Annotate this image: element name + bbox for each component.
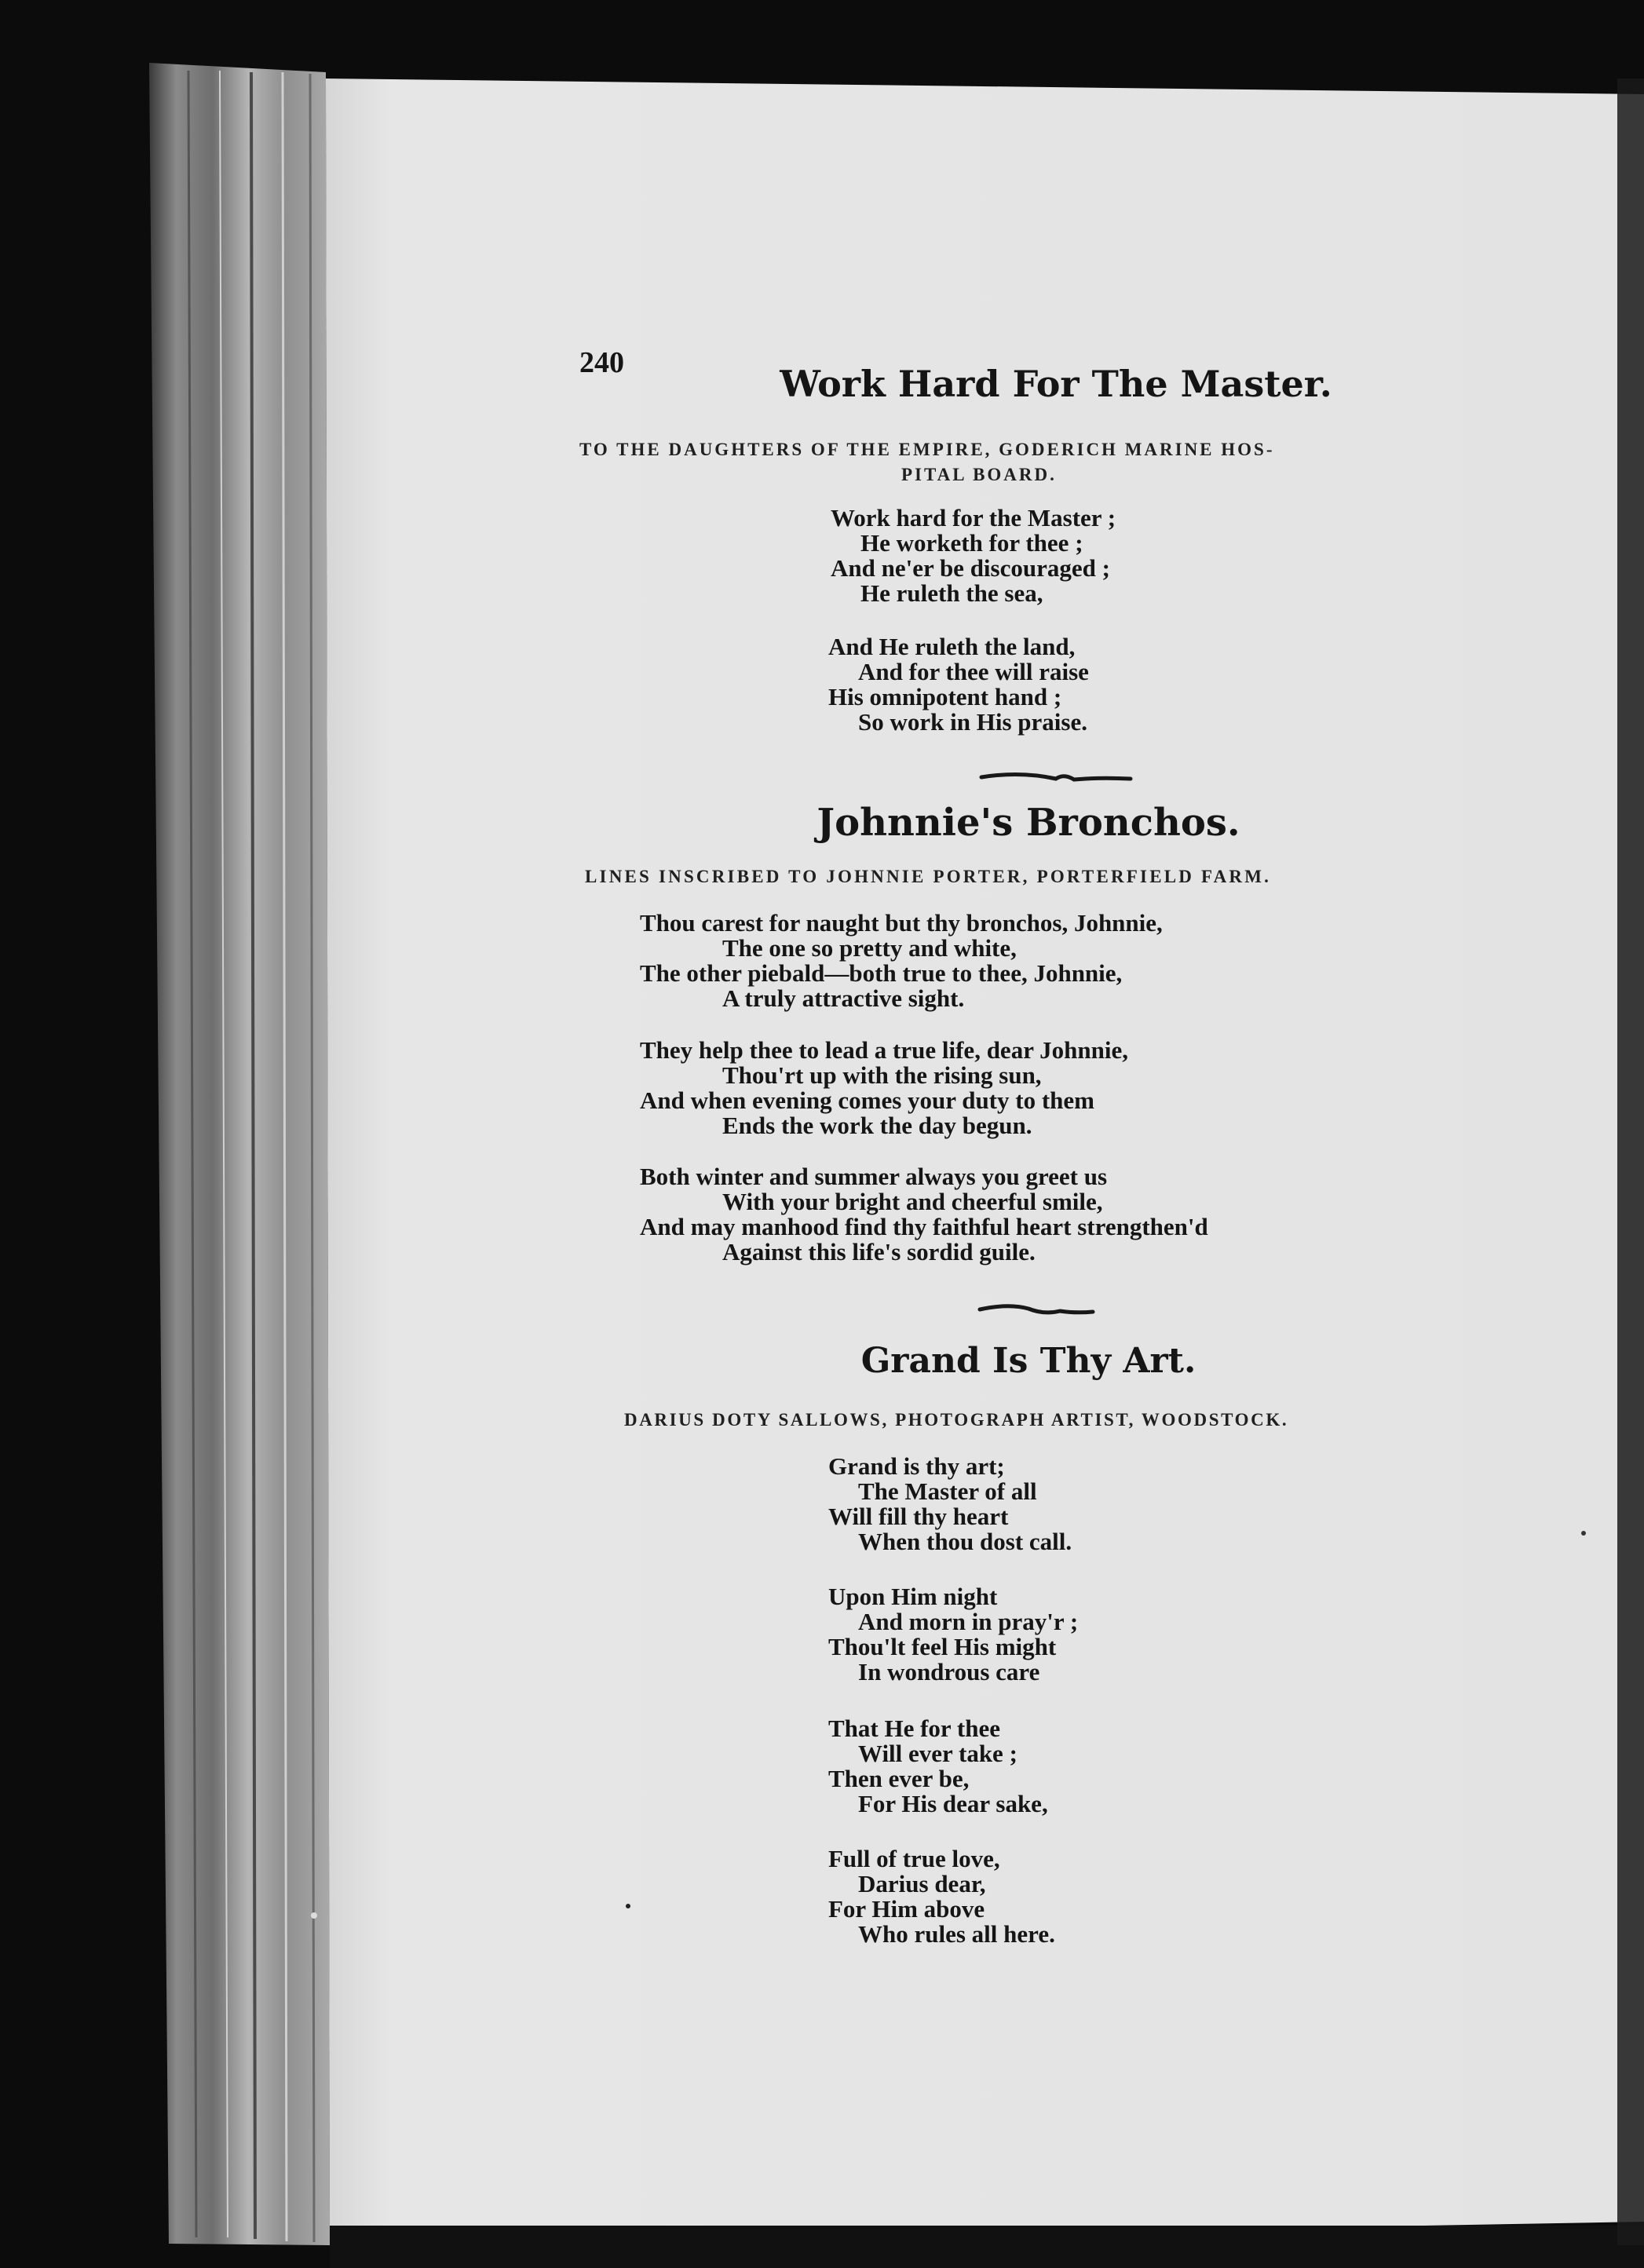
poem-line: Darius dear, [858, 1870, 986, 1897]
poem-line: And for thee will raise [858, 658, 1089, 685]
poem-line: A truly attractive sight. [722, 984, 965, 1012]
poem-line: And may manhood find thy faithful heart strengthen'd [640, 1213, 1208, 1240]
poem-2-title: Johnnie's Bronchos. [817, 801, 1240, 845]
poem-2-stanza-2 [640, 1038, 1128, 1138]
poem-line: Grand is thy art; [828, 1452, 1005, 1480]
poem-line: The other piebald—both true to thee, Johnnie, [640, 959, 1123, 987]
poem-line: Upon Him night [828, 1583, 998, 1610]
poem-line: Thou'rt up with the rising sun, [722, 1061, 1042, 1089]
poem-1-title: Work Hard For The Master. [780, 363, 1332, 405]
poem-3-stanza-2 [828, 1584, 1078, 1685]
poem-line: Ends the work the day begun. [722, 1112, 1032, 1139]
poem-line: Then ever be, [828, 1765, 970, 1792]
poem-1-dedication-line-2: PITAL BOARD. [901, 465, 1057, 484]
page-number: 240 [579, 346, 624, 379]
poem-1-dedication-line-1: TO THE DAUGHTERS OF THE EMPIRE, GODERICH MARINE HOS- [579, 440, 1275, 459]
poem-line: For Him above [828, 1895, 985, 1923]
poem-3-stanza-4 [828, 1846, 1055, 1947]
poem-line: Against this life's sordid guile. [722, 1238, 1036, 1265]
poem-line: And ne'er be discouraged ; [831, 554, 1110, 582]
poem-3-stanza-3 [828, 1716, 1048, 1817]
poem-1-stanza-2 [828, 634, 1089, 735]
poem-line: Full of true love, [828, 1845, 1000, 1872]
poem-line: He worketh for thee ; [860, 529, 1083, 557]
poem-1-stanza-1 [831, 506, 1116, 606]
poem-line: The Master of all [858, 1477, 1037, 1505]
poem-line: Will ever take ; [858, 1740, 1017, 1767]
poem-line: Will fill thy heart [828, 1503, 1009, 1530]
poem-line: Work hard for the Master ; [831, 504, 1116, 531]
poem-line: And He ruleth the land, [828, 633, 1076, 660]
poem-line: Thou'lt feel His might [828, 1633, 1057, 1660]
poem-line: They help thee to lead a true life, dear Johnnie, [640, 1036, 1128, 1064]
poem-line: With your bright and cheerful smile, [722, 1188, 1103, 1215]
poem-line: He ruleth the sea, [860, 579, 1043, 607]
poem-line: When thou dost call. [858, 1528, 1072, 1555]
poem-line: For His dear sake, [858, 1790, 1048, 1817]
poem-line: That He for thee [828, 1715, 1000, 1742]
poem-line: His omnipotent hand ; [828, 683, 1062, 710]
poem-line: Who rules all here. [858, 1920, 1055, 1948]
poem-line: Both winter and summer always you greet us [640, 1163, 1108, 1190]
poem-3-dedication: DARIUS DOTY SALLOWS, PHOTOGRAPH ARTIST, WOODSTOCK. [624, 1410, 1289, 1430]
poem-line: The one so pretty and white, [722, 934, 1017, 962]
poem-3-title: Grand Is Thy Art. [860, 1341, 1196, 1381]
poem-2-stanza-1 [640, 911, 1163, 1011]
poem-line: Thou carest for naught but thy bronchos, Johnnie, [640, 909, 1163, 937]
poem-line: And morn in pray'r ; [858, 1608, 1079, 1635]
poem-2-dedication: LINES INSCRIBED TO JOHNNIE PORTER, PORTERFIELD FARM. [585, 867, 1272, 886]
poem-line: And when evening comes your duty to them [640, 1087, 1094, 1114]
poem-2-stanza-3 [640, 1164, 1208, 1265]
poem-3-stanza-1 [828, 1454, 1072, 1554]
poem-line: So work in His praise. [858, 708, 1087, 736]
poem-line: In wondrous care [858, 1658, 1040, 1685]
